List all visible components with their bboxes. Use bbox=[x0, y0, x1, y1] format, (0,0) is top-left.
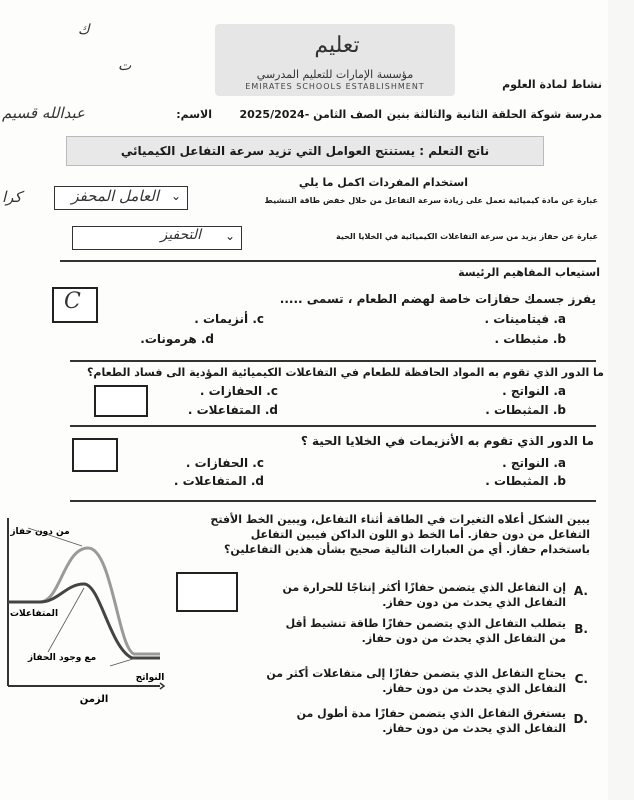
label-with-catalyst: مع وجود الحفاز bbox=[27, 653, 97, 663]
q4-letter-a: A. bbox=[573, 584, 588, 598]
logo-mark: تعليم bbox=[314, 33, 360, 58]
q3-text: ما الدور الذي تقوم به الأنزيمات في الخلايا الحية ؟ bbox=[300, 434, 594, 448]
vocab-heading: استخدام المفردات اكمل ما يلي bbox=[298, 176, 468, 189]
q4-option-b[interactable]: يتطلب التفاعل الذي يتضمن حفازًا طاقة تنشيط أقل من التفاعل الذي يحدث من دون حفاز. bbox=[285, 617, 566, 645]
q1-option-a[interactable]: a. فيتامينات . bbox=[484, 312, 566, 326]
chevron-down-icon: ⌄ bbox=[170, 189, 181, 203]
q2-text: ما الدور الذي تقوم به المواد الحافظة للطعام في التفاعلات الكيميائية المؤدية الى فساد الطعام؟ bbox=[87, 366, 604, 379]
vocab-answer-2-dropdown[interactable] bbox=[72, 226, 242, 250]
q1-option-c[interactable]: c. أنزيمات . bbox=[194, 312, 264, 326]
q2-option-c[interactable]: c. الحفازات . bbox=[199, 384, 278, 398]
q3-answer-box[interactable] bbox=[72, 438, 118, 472]
x-axis-arrow-icon bbox=[160, 683, 164, 689]
q1-option-d[interactable]: d. هرمونات. bbox=[140, 332, 214, 346]
q3-option-d[interactable]: d. المتفاعلات . bbox=[173, 474, 264, 488]
learning-outcome-banner: ناتج التعلم : يستنتج العوامل التي تزيد سرعة التفاعل الكيميائي bbox=[66, 136, 544, 166]
vocab-answer-2-value: التحفيز bbox=[160, 227, 201, 243]
q3-option-b[interactable]: b. المثبطات . bbox=[485, 474, 566, 488]
q4-option-d[interactable]: يستغرق التفاعل الذي يتضمن حفازًا مدة أطول من التفاعل الذي يحدث من دون حفاز. bbox=[296, 707, 566, 735]
q2-option-d[interactable]: d. المتفاعلات . bbox=[187, 403, 278, 417]
q3-option-c[interactable]: c. الحفازات . bbox=[185, 456, 264, 470]
corner-mark-2: ت bbox=[118, 58, 132, 74]
q1-option-b[interactable]: b. مثبطات . bbox=[494, 332, 566, 346]
vocab-item-2: عبارة عن حفاز يزيد من سرعة التفاعلات الكيميائية في الخلايا الحية bbox=[336, 232, 598, 241]
logo-arabic-text: مؤسسة الإمارات للتعليم المدرسي bbox=[256, 68, 414, 81]
q4-letter-b: B. bbox=[574, 622, 588, 636]
q1-answer-box[interactable] bbox=[52, 287, 98, 323]
concepts-heading: استيعاب المفاهيم الرئيسة bbox=[458, 266, 600, 279]
label-reactants: المتفاعلات bbox=[9, 609, 59, 619]
vocab-item-1-extra: كرا bbox=[2, 188, 22, 206]
divider-line bbox=[70, 500, 596, 502]
q2-answer-box[interactable] bbox=[94, 385, 148, 417]
label-no-catalyst: من دون حفاز bbox=[10, 527, 70, 537]
logo-english-text: EMIRATES SCHOOLS ESTABLISHMENT bbox=[245, 82, 425, 91]
q2-option-b[interactable]: b. المثبطات . bbox=[485, 403, 566, 417]
energy-graph bbox=[0, 518, 170, 708]
q4-option-c[interactable]: يحتاج التفاعل الذي يتضمن حفازًا إلى متفاعلات أكثر من التفاعل الذي يحدث من دون حفاز. bbox=[266, 667, 566, 695]
q4-answer-box[interactable] bbox=[176, 572, 238, 612]
q4-letter-c: C. bbox=[574, 672, 588, 686]
grade-year: الصف الثامن -2025/2024 bbox=[239, 108, 382, 121]
label-products: النواتج bbox=[135, 673, 165, 683]
vocab-answer-1-value: العامل المحفز bbox=[71, 187, 159, 205]
vocab-answer-1-dropdown[interactable] bbox=[54, 186, 188, 210]
name-label: الاسم: bbox=[176, 108, 212, 121]
label-time: الزمن bbox=[79, 694, 109, 705]
school-logo bbox=[215, 24, 455, 96]
divider-line bbox=[70, 425, 596, 427]
school-name: مدرسة شوكة الحلقة الثانية والثالثة بنين bbox=[386, 108, 602, 121]
q4-option-a[interactable]: إن التفاعل الذي يتضمن حفازًا أكثر إنتاجًا للحرارة من التفاعل الذي يحدث من دون حفاز. bbox=[282, 581, 566, 609]
chevron-down-icon: ⌄ bbox=[224, 229, 235, 243]
curve-with-catalyst bbox=[8, 584, 160, 658]
q3-option-a[interactable]: a. النواتج . bbox=[502, 456, 566, 470]
q1-text: يفرز جسمك حفازات خاصة لهضم الطعام ، تسمى ..... bbox=[279, 292, 596, 306]
corner-mark: ك bbox=[78, 22, 90, 38]
divider-line bbox=[60, 260, 596, 262]
q2-option-a[interactable]: a. النواتج . bbox=[502, 384, 566, 398]
activity-title: نشاط لمادة العلوم bbox=[502, 78, 602, 91]
divider-line bbox=[70, 360, 596, 362]
vocab-item-1: عبارة عن مادة كيميائية تعمل على زيادة سرعة التفاعل من خلال خفض طاقة التنشيط bbox=[264, 196, 598, 205]
q1-answer-value: C bbox=[64, 289, 81, 314]
leader-line bbox=[110, 658, 136, 666]
student-name: عبدالله قسيم bbox=[2, 104, 85, 122]
q4-letter-d: D. bbox=[573, 712, 588, 726]
q4-text: يبين الشكل أعلاه التغيرات في الطاقة أثناء التفاعل، ويبين الخط الأفتح التفاعل من دون حفاز. أما الخط ذو اللون الداكن فيبين التفاعل باستخدام حفاز. أي من العبارات التالية صحيح بشأن هذين التفاعلين؟ bbox=[210, 513, 590, 556]
